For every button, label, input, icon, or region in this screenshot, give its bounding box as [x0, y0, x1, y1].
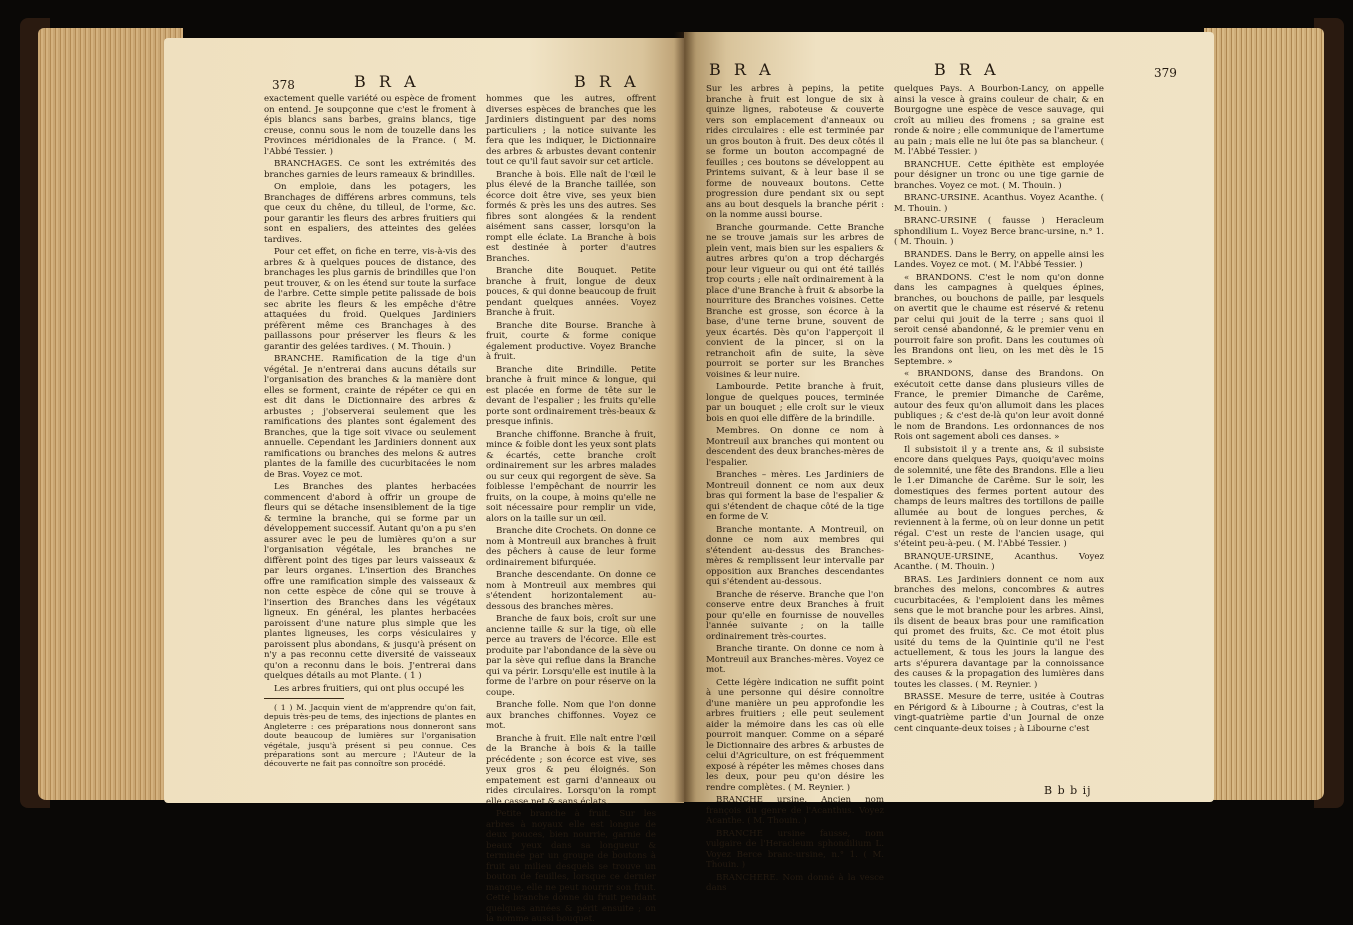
running-head: B R A [934, 60, 1000, 79]
open-book [14, 8, 1344, 924]
paragraph: Branche dite Brindille. Petite branche à fruit mince & longue, qui est placée en forme de tête sur le devant de l'espalier ; les fruits qu'elle porte sont ordinairement très-beaux & presque infinis. [486, 364, 656, 427]
paragraph: hommes que les autres, offrent diverses espèces de branches que les Jardiniers distinguent par des noms particuliers ; la notice suivante les fera que les indiquer, le Dictionnaire des arbres & arbustes devant contenir tout ce qu'il faut savoir sur cet article. [486, 94, 656, 167]
running-head: B R A [709, 60, 775, 79]
paragraph: Branche chiffonne. Branche à fruit, mince & foible dont les yeux sont plats & écartés, cette branche croît ordinairement sur les arbres malades ou sur ceux qui regorgent de sève. Sa foiblesse l'empêchant de nourrir les fruits, on la coupe, à moins qu'elle ne soit nécessaire pour remplir un vide, alors on la taille sur un œil. [486, 429, 656, 524]
paragraph: BRANCHUE. Cette épithète est employée pour désigner un tronc ou une tige garnie de branches. Voyez ce mot. ( M. Thouin. ) [894, 159, 1104, 191]
paragraph: Petite branche à fruit. Sur les arbres à noyaux elle est longue de deux pouces, bien nourrie, garnie de beaux yeux dans sa longueur & terminée par un groupe de boutons à fruit au milieu desquels se trouve un bouton de feuilles, lorsque ce dernier manque, elle ne peut nourrir son fruit. Cette branche donne du fruit pendant quelques années & périt ensuite ; on la nomme aussi bouquet. [486, 809, 656, 924]
paragraph: Branche gourmande. Cette Branche ne se trouve jamais sur les arbres de plein vent, mais bien sur les espaliers & autres arbres qu'on a trop déchargés pour leur vigueur ou qui ont été taillés trop courts ; elle naît ordinairement à la place d'une Branche à fruit & absorbe la nourriture des Branches voisines. Cette Branche est grosse, son écorce à la base, d'une terne brune, souvent de yeux écartés. Dès qu'on l'apperçoit il convient de la pincer, si on la retranchoit afin de suite, la sève pourroit se porter sur les Branches voisines & leur nuire. [706, 222, 884, 380]
paragraph: Branche montante. A Montreuil, on donne ce nom aux membres qui s'étendent au-dessus des Branches-mères & remplissent leur intervalle par opposition aux Branches descendantes qui s'étendent au-dessous. [706, 524, 884, 587]
paragraph: Branche de réserve. Branche que l'on conserve entre deux Branches à fruit pour qu'elle en fournisse de nouvelles l'année suivante ; on la taille ordinairement très-courtes. [706, 589, 884, 642]
paragraph: Les Branches des plantes herbacées commencent d'abord à offrir un groupe de fleurs qui se détache insensiblement de la tige & termine la branche, qui se forme par un développement successif. Autant qu'on a pu s'en assurer avec le peu de lumières qu'on a sur l'organisation végétale, les branches ne diffèrent point des tiges par leurs vaisseaux & par leurs organes. L'insertion des Branches offre une ramification simple des vaisseaux & non cette espèce de cône qui se trouve à l'insertion des Branches dans les végétaux ligneux. En général, les plantes herbacées paroissent d'une nature plus simple que les plantes ligneuses, les corps vésiculaires y paroissent plus abondans, & jusqu'à présent on n'y a pas reconnu cette diversité de vaisseaux qu'on a reconnu dans le bois. J'entrerai dans quelques détails au mot Plante. ( 1 ) [264, 482, 476, 681]
paragraph: « BRANDONS, danse des Brandons. On exécutoit cette danse dans plusieurs villes de France, le premier Dimanche de Carême, autour des feux qu'on allumoit dans les places publiques ; & c'est de-là qu'on leur avoit donné le nom de Brandons. Les ordonnances de nos Rois ont sagement aboli ces danses. » [894, 369, 1104, 442]
footnote-rule [264, 698, 344, 699]
book-gutter [674, 32, 696, 802]
paragraph: BRANCHE. Ramification de la tige d'un végétal. Je n'entrerai dans aucuns détails sur l'organisation des branches & la manière dont elles se forment, crainte de répéter ce qui en est dit dans le Dictionnaire des arbres & arbustes ; j'observerai seulement que les ramifications des plantes sont également des Branches, que la tige soit vivace ou seulement annuelle. Cependant les Jardiniers donnent aux ramifications ou branches des melons & autres plantes de la famille des cucurbitacées le nom de Bras. Voyez ce mot. [264, 354, 476, 480]
paragraph: BRANQUE-URSINE, Acanthus. Voyez Acanthe. ( M. Thouin. ) [894, 551, 1104, 572]
right-column-2 [894, 84, 1104, 784]
paragraph: Branche folle. Nom que l'on donne aux branches chiffonnes. Voyez ce mot. [486, 700, 656, 731]
paragraph: « BRANDONS. C'est le nom qu'on donne dans les campagnes à quelques épines, branches, ou bouchons de paille, par lesquels on avertit que le chaume est réservé & retenu par celui qui jouit de la terre ; sans quoi il seroit censé abandonné, & le premier venu en pourroit faire son profit. Dans les coutumes où les Brandons ont lieu, on les met dès le 15 Septembre. » [894, 272, 1104, 367]
paragraph: Branche descendante. On donne ce nom à Montreuil aux membres qui s'étendent horizontalement au-dessous des branches mères. [486, 570, 656, 612]
paragraph: Sur les arbres à pepins, la petite branche à fruit est longue de six à quinze lignes, raboteuse & couverte vers son emplacement d'anneaux ou rides circulaires : elle est terminée par un gros bouton à fruit. Des deux côtés il se forme un bouton accompagné de feuilles ; ces boutons se développent au Printems suivant, & à leur base il se forme de nouveaux boutons. Cette progression dure pendant six ou sept ans au bout desquels la branche périt : on la nomme aussi bourse. [706, 84, 884, 220]
paragraph: quelques Pays. A Bourbon-Lancy, on appelle ainsi la vesce à grains couleur de chair, & en Bourgogne une espèce de vesce sauvage, qui croît au milieu des fromens ; sa graine est ronde & noire ; elle communique de l'amertume au pain ; mais elle ne lui ôte pas sa blancheur. ( M. l'Abbé Tessier. ) [894, 84, 1105, 157]
paragraph: Les arbres fruitiers, qui ont plus occupé les [274, 683, 465, 694]
paragraph: Il subsistoit il y a trente ans, & il subsiste encore dans quelques Pays, quoiqu'avec moins de solemnité, une fête des Brandons. Elle a lieu le 1.er Dimanche de Carême. Sur le soir, les domestiques des fermes portent autour des champs de leurs maîtres des tortillons de paille allumée au bout de longues perches, & reviennent à la ferme, où on leur donne un petit régal. C'est un reste de l'ancien usage, qui s'éteint peu-à-peu. ( M. l'Abbé Tessier. ) [894, 444, 1104, 549]
paragraph: BRANC-URSINE. Acanthus. Voyez Acanthe. ( M. Thouin. ) [894, 193, 1104, 214]
paragraph: Branche dite Bourse. Branche à fruit, courte & forme conique également productive. Voyez Branche à fruit. [486, 320, 656, 362]
right-page [684, 32, 1214, 893]
paragraph: BRANCHAGES. Ce sont les extrémités des branches garnies de leurs rameaux & brindilles. [264, 159, 476, 180]
paragraph: BRANC-URSINE ( fausse ) Heracleum sphondilium L. Voyez Berce branc-ursine, n.° 1. ( M. Thouin. ) [894, 216, 1104, 247]
paragraph: Cette légère indication ne suffit point à une personne qui désire connoître d'une manière un peu approfondie les arbres fruitiers ; elle peut seulement aider la mémoire dans les cas où elle pourroit manquer. Comme on a séparé le Dictionnaire des arbres & arbustes de celui d'Agriculture, on est fréquemment exposé à répéter les mêmes choses dans les deux, pour peu qu'on désire les rendre complètes. ( M. Reynier. ) [706, 677, 884, 793]
running-head: B R A [574, 72, 640, 91]
paragraph: BRAS. Les Jardiniers donnent ce nom aux branches des melons, concombres & autres cucurbitacées, & l'emploient dans les mêmes sens que le mot branche pour les arbres. Ainsi, ils disent de beaux bras pour une ramification qui promet des fruits, &c. Ce mot étoit plus usité du tems de la Quintinie qu'il ne l'est actuellement, & tous les jours la langue des arts s'épurera davantage par la connoissance des causes & la propagation des lumières dans toutes les classes. ( M. Reynier. ) [894, 574, 1104, 690]
left-page [164, 38, 684, 924]
running-head: B R A [354, 72, 420, 91]
paragraph: BRANCHE ursine. Ancien nom françois du genre de l'Acanthus. Voyez Acanthe. ( M. Thouin. ) [706, 795, 884, 826]
paragraph: Pour cet effet, on fiche en terre, vis-à-vis des arbres & à quelques pouces de distance, des branchages les plus garnis de brindilles que l'on peut trouver, & on les étend sur toute la surface de l'arbre. Cette simple petite palissade de bois sec abrite les fleurs & les empêche d'être attaquées du froid. Quelques Jardiniers préfèrent même ces Branchages à des paillassons pour préserver les fleurs & les garantir des gelées tardives. ( M. Thouin. ) [264, 247, 476, 352]
paragraph: Branche tirante. On donne ce nom à Montreuil aux Branches-mères. Voyez ce mot. [706, 644, 884, 675]
paragraph: BRANCHERE. Nom donné à la vesce dans [706, 872, 884, 893]
right-column-1 [706, 84, 884, 893]
paragraph: Membres. On donne ce nom à Montreuil aux branches qui montent ou descendent des deux branches-mères de l'espalier. [706, 426, 884, 468]
left-column-2 [486, 94, 656, 924]
paragraph: Branche à fruit. Elle naît entre l'œil de la Branche à bois & la taille précédente ; son écorce est vive, ses yeux gros & peu éloignés. Son empatement est garni d'anneaux ou rides circulaires. Lorsqu'on la rompt elle casse net & sans éclats. [486, 733, 656, 807]
paragraph: Branche dite Crochets. On donne ce nom à Montreuil aux branches à fruit des pêchers à cause de leur forme ordinairement bifurquée. [486, 526, 656, 568]
paragraph: BRASSE. Mesure de terre, usitée à Coutras en Périgord & à Libourne ; à Coutras, c'est la vingt-quatrième partie d'un Journal de onze cent cinquante-deux toises ; à Libourne c'est [894, 692, 1104, 734]
paragraph: exactement quelle variété ou espèce de froment on entend. Je soupçonne que c'est le froment à épis blancs sans barbes, grains blancs, tige creuse, connu sous le nom de touzelle dans les Provinces méridionales de la France. ( M. l'Abbé Tessier. ) [264, 94, 476, 157]
paragraph: Branche de faux bois, croît sur une ancienne taille & sur la tige, où elle perce au travers de l'écorce. Elle est produite par l'abondance de la sève ou par la sève qui reflue dans la Branche qui va périr. Lorsqu'elle est inutile à la forme de l'arbre on pour réserve on la coupe. [486, 614, 656, 698]
paragraph: Lambourde. Petite branche à fruit, longue de quelques pouces, terminée par un bouquet ; elle croît sur le vieux bois en quoi elle diffère de la brindille. [706, 382, 884, 424]
paragraph: Branche dite Bouquet. Petite branche à fruit, longue de deux pouces, & qui donne beaucoup de fruit pendant quelques années. Voyez Branche à fruit. [486, 266, 656, 318]
paragraph: Branche à bois. Elle naît de l'œil le plus élevé de la Branche taillée, son écorce doit être vive, ses yeux bien formés & près les uns des autres. Ses fibres sont alongées & la rendent aisément sans casser, lorsqu'on la rompt elle éclate. La Branche à bois est destinée à porter d'autres Branches. [486, 169, 656, 264]
left-column-1 [264, 94, 476, 794]
page-number: 378 [272, 78, 295, 92]
page-edges-right [1204, 28, 1324, 800]
paragraph: Branches – mères. Les Jardiniers de Montreuil donnent ce nom aux deux bras qui forment la base de l'espalier & qui s'étendent de chaque côté de la tige en forme de V. [706, 470, 884, 522]
page-edges-left [38, 28, 183, 800]
paragraph: BRANCHE ursine fausse, nom vulgaire de l'Heracleum sphondilium L. Voyez Berce branc-ursine, n.° 1. ( M. Thouin. ) [706, 828, 884, 870]
page-number: 379 [1154, 66, 1177, 80]
paragraph: BRANDES. Dans le Berry, on appelle ainsi les Landes. Voyez ce mot. ( M. l'Abbé Tessier. ) [894, 249, 1104, 270]
paragraph: On emploie, dans les potagers, les Branchages de différens arbres communs, tels que ceux du chêne, du tilleul, de l'orme, &c. pour garantir les fleurs des arbres fruitiers qui sont en espaliers, des atteintes des gelées tardives. [264, 182, 476, 245]
footnote: ( 1 ) M. Jacquin vient de m'apprendre qu'on fait, depuis très-peu de tems, des injections de plantes en Angleterre : ces préparations nous donneront sans doute beaucoup de lumières sur l'organisation végétale, jusqu'à présent si peu connue. Ces préparations sont au mercure ; l'Auteur de la découverte ne fait pas connoître son procédé. [264, 703, 476, 769]
signature-mark: B b b ij [1044, 784, 1092, 797]
